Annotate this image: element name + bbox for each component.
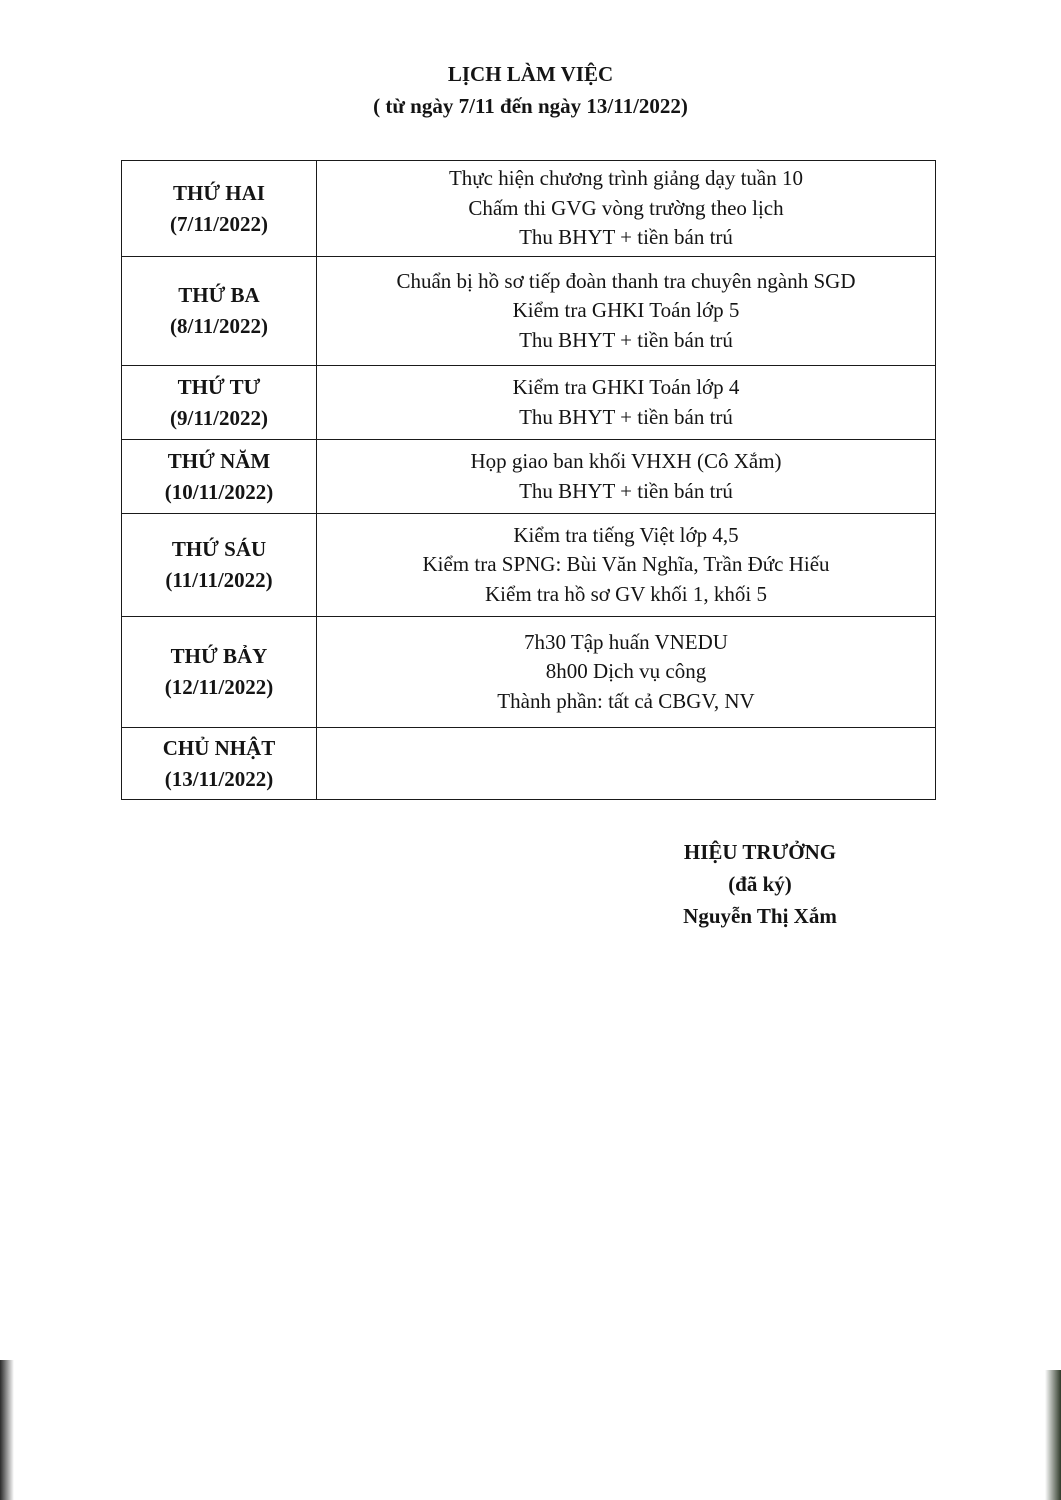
day-date: (9/11/2022) (170, 405, 268, 430)
task-item: Thu BHYT + tiền bán trú (519, 478, 733, 503)
task-item: Kiểm tra GHKI Toán lớp 4 (512, 375, 740, 399)
day-date: (10/11/2022) (164, 479, 274, 504)
task-item: Thực hiện chương trình giảng dạy tuần 10 (448, 166, 804, 191)
day-name: THỨ BA (178, 283, 260, 307)
task-item: Chấm thi GVG vòng trường theo lịch (468, 195, 784, 220)
day-date: (13/11/2022) (164, 766, 274, 791)
schedule-row-tuesday (122, 257, 936, 366)
tasks-cell (317, 440, 936, 514)
signature-status: (đã ký) (728, 872, 792, 896)
day-name: THỨ HAI (173, 180, 265, 205)
task-item: Họp giao ban khối VHXH (Cô Xắm) (470, 449, 782, 473)
task-item: Thu BHYT + tiền bán trú (519, 327, 733, 352)
tasks-cell (317, 514, 936, 617)
schedule-row-wednesday (122, 366, 936, 440)
day-name: CHỦ NHẬT (162, 735, 276, 760)
tasks-cell (317, 161, 936, 257)
schedule-row-monday (122, 161, 936, 257)
signature-position: HIỆU TRƯỞNG (683, 840, 837, 864)
day-name: THỨ TƯ (177, 374, 261, 399)
day-cell (122, 440, 317, 514)
signature-block (640, 836, 880, 932)
day-cell (122, 514, 317, 617)
schedule-row-friday (122, 514, 936, 617)
day-cell (122, 617, 317, 728)
day-cell (122, 257, 317, 366)
task-item: Kiểm tra SPNG: Bùi Văn Nghĩa, Trần Đức Hiếu (422, 552, 830, 577)
day-date: (7/11/2022) (170, 211, 268, 236)
day-cell (122, 366, 317, 440)
day-name: THỨ BẢY (170, 644, 268, 668)
task-item: Kiểm tra tiếng Việt lớp 4,5 (513, 522, 739, 547)
task-item: Thành phần: tất cả CBGV, NV (497, 688, 755, 713)
schedule-row-thursday (122, 440, 936, 514)
task-item: Chuẩn bị hồ sơ tiếp đoàn thanh tra chuyên ngành SGD (396, 268, 856, 293)
day-cell (122, 161, 317, 257)
task-item: Kiểm tra hồ sơ GV khối 1, khối 5 (485, 581, 767, 606)
task-item: Thu BHYT + tiền bán trú (519, 225, 733, 250)
schedule-row-sunday (122, 728, 936, 800)
day-date: (12/11/2022) (164, 675, 274, 699)
scan-edge-shadow (1045, 1370, 1061, 1500)
tasks-cell-empty (317, 728, 936, 800)
tasks-cell (317, 366, 936, 440)
day-date: (11/11/2022) (165, 568, 273, 592)
schedule-table (121, 160, 936, 800)
day-date: (8/11/2022) (170, 314, 268, 338)
document-title: LỊCH LÀM VIỆC (447, 62, 614, 86)
task-item: 7h30 Tập huấn VNEDU (524, 629, 728, 654)
tasks-cell (317, 617, 936, 728)
task-item: Kiểm tra GHKI Toán lớp 5 (512, 298, 740, 323)
day-cell (122, 728, 317, 800)
document-subtitle: ( từ ngày 7/11 đến ngày 13/11/2022) (373, 94, 688, 118)
task-item: 8h00 Dịch vụ công (545, 659, 707, 684)
schedule-row-saturday (122, 617, 936, 728)
day-name: THỨ SÁU (171, 537, 267, 561)
task-item: Thu BHYT + tiền bán trú (519, 404, 733, 429)
scan-edge-shadow (0, 1360, 14, 1500)
signature-name: Nguyễn Thị Xắm (683, 904, 837, 928)
tasks-cell (317, 257, 936, 366)
day-name: THỨ NĂM (167, 448, 271, 473)
